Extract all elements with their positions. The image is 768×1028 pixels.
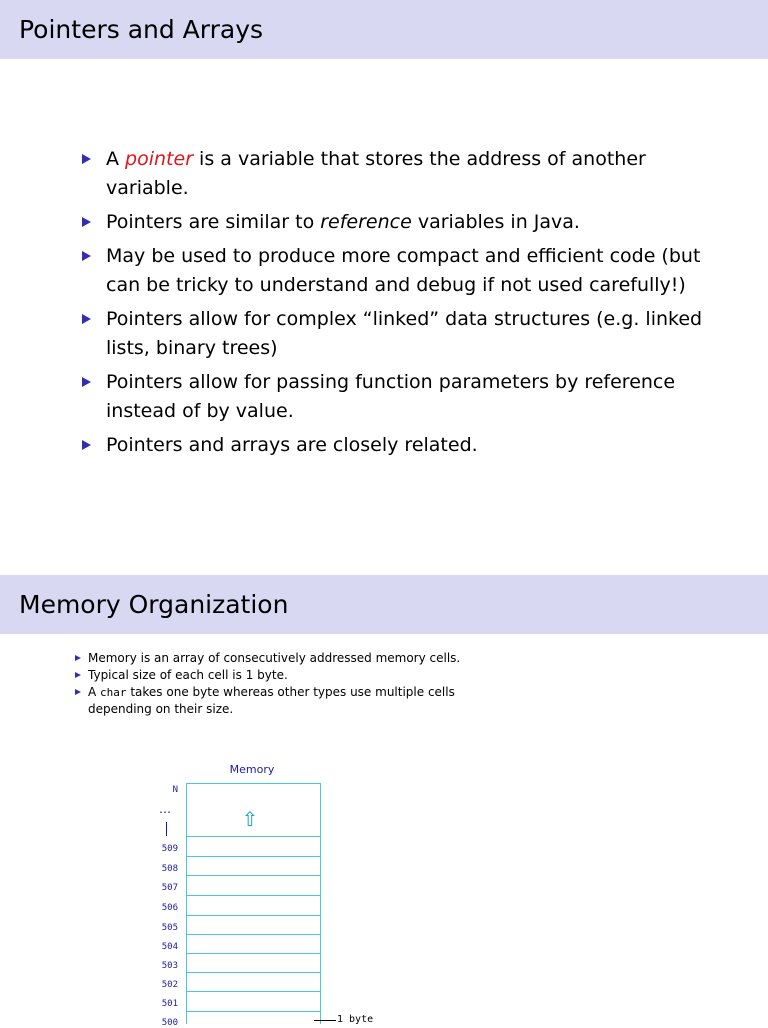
memory-cell-border — [186, 836, 321, 837]
list-item — [80, 431, 720, 460]
memory-address-label: 505 — [161, 923, 178, 933]
memory-title: Memory — [229, 763, 275, 776]
bullet-text: A — [106, 148, 126, 170]
memory-cell-border — [186, 1011, 321, 1012]
memory-cell-border — [186, 856, 321, 857]
triangle-bullet-icon — [82, 154, 91, 164]
up-arrow-icon: ⇧ — [241, 807, 259, 831]
bullet-text: Typical size of each cell is 1 byte. — [88, 668, 288, 682]
memory-cell-border — [186, 895, 321, 896]
left-arrow-icon — [314, 1020, 336, 1021]
highlighted-term: pointer — [125, 148, 194, 170]
list-item — [80, 305, 720, 363]
slide-title: Pointers and Arrays — [19, 15, 264, 44]
memory-cell-border — [186, 875, 321, 876]
bullet-list — [80, 145, 720, 465]
slide-memory-organization — [0, 575, 768, 1028]
bullet-text: variables in Java. — [411, 211, 580, 233]
title-bar — [0, 0, 768, 59]
bullet-text: Pointers allow for passing function parameters by reference instead of by value. — [106, 371, 676, 422]
memory-address-label: 506 — [161, 903, 178, 913]
memory-address-label: 504 — [161, 942, 178, 952]
bullet-text: takes one byte whereas other types use multiple cells depending on their size. — [88, 685, 455, 716]
memory-cell-border — [186, 934, 321, 935]
list-item — [80, 208, 720, 237]
ellipsis-icon: … — [159, 802, 171, 816]
memory-cell-border — [186, 915, 321, 916]
list-item — [80, 368, 720, 426]
memory-address-label: 502 — [161, 980, 178, 990]
bullet-text: is a variable that stores the address of another variable. — [106, 148, 646, 199]
code-term: char — [100, 686, 127, 699]
memory-cell-border — [186, 953, 321, 954]
memory-address-label: 509 — [161, 844, 178, 854]
byte-label: 1 byte — [337, 1014, 374, 1025]
memory-cell-border — [186, 991, 321, 992]
memory-address-label: 501 — [161, 999, 178, 1009]
memory-diagram — [0, 575, 768, 1028]
emphasized-term: reference — [320, 211, 412, 233]
triangle-bullet-icon — [82, 217, 91, 227]
address-continuation-line — [166, 822, 167, 836]
memory-address-label: 508 — [161, 864, 178, 874]
bullet-text: Pointers are similar to — [106, 211, 321, 233]
bullet-text: Pointers allow for complex “linked” data structures (e.g. linked lists, binary trees) — [106, 308, 703, 359]
memory-address-label: 503 — [161, 961, 178, 971]
memory-address-label: 500 — [161, 1018, 178, 1028]
list-item — [80, 242, 720, 300]
triangle-bullet-icon — [82, 377, 91, 387]
triangle-bullet-icon — [82, 251, 91, 261]
memory-address-label: 507 — [161, 883, 178, 893]
bullet-text: A — [88, 685, 101, 699]
triangle-bullet-icon — [82, 440, 91, 450]
slide-title: Memory Organization — [19, 590, 289, 619]
list-item — [80, 145, 720, 203]
memory-cell-border — [186, 972, 321, 973]
bullet-text: Memory is an array of consecutively addressed memory cells. — [88, 651, 461, 665]
bullet-text: May be used to produce more compact and efficient code (but can be tricky to understand and debug if not used carefully!) — [106, 245, 701, 296]
bullet-text: Pointers and arrays are closely related. — [106, 434, 478, 456]
triangle-bullet-icon — [82, 314, 91, 324]
address-top-label: N — [172, 785, 178, 795]
